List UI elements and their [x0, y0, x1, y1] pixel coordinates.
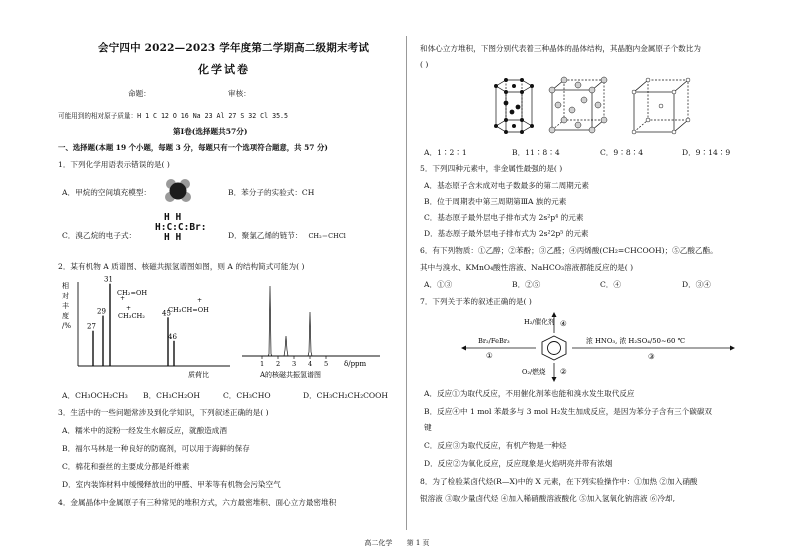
q7-option-a: A．反应①为取代反应，不用催化剂苯也能和溴水发生取代反应 — [424, 389, 635, 398]
scheme-bottom-num: ② — [560, 367, 567, 376]
ms-frag2: CH₃CH₂ — [118, 312, 145, 320]
q6-option-a: A．①③ — [424, 280, 453, 289]
q4-stem-cont: 和体心立方堆积，下图分别代表着三种晶体的晶体结构，其晶胞内金属原子个数比为 — [420, 44, 701, 53]
footer-page-number: 第 1 页 — [406, 539, 430, 547]
q4-stem: 4．金属晶体中金属原子有三种常见的堆积方式，六方最密堆积、面心立方最密堆积 — [58, 498, 337, 507]
bcc-structure-image — [632, 78, 690, 134]
nmr-tick-label-5: 5 — [324, 360, 329, 368]
q2-option-d: D．CH₃CH₂CH₂COOH — [303, 391, 388, 400]
nmr-tick-label-1: 1 — [260, 360, 265, 368]
q4-option-a: A．1∶2∶1 — [424, 148, 467, 157]
q4-option-c: C．9∶8∶4 — [600, 148, 644, 157]
scheme-top-reagent: H₂/催化剂 — [524, 318, 555, 326]
q3-stem: 3．生活中的一些问题常涉及到化学知识，下列叙述正确的是( ) — [58, 408, 269, 417]
ms-ylabel-5: /% — [62, 322, 72, 330]
nmr-spectrum-line — [246, 286, 380, 356]
q7-option-c: C．反应③为取代反应，有机产物是一种烃 — [424, 441, 567, 450]
q2-option-c: C．CH₃CHO — [223, 391, 271, 400]
ms-ylabel-4: 度 — [62, 312, 69, 320]
reviewer-label: 审核： — [228, 89, 251, 98]
q1-stem: 1．下列化学用语表示错误的是( ) — [58, 160, 170, 169]
q3-option-a: A．糯米中的淀粉一经发生水解反应，就酿造成酒 — [62, 426, 227, 435]
scheme-top-num: ④ — [560, 319, 567, 328]
footer-subject: 高二化学 — [364, 539, 393, 547]
q4-paren: ( ) — [420, 60, 429, 69]
scheme-right-num: ③ — [648, 352, 655, 361]
q8-stem: 8．为了检验某卤代烃(R—X)中的 X 元素，在下列实验操作中：①加热 ②加入硝酸 — [420, 477, 698, 486]
nmr-xlabel: δ/ppm — [344, 360, 367, 368]
ms-frag2-charge: + — [126, 305, 132, 312]
q6-stem-2: 其中与溴水、KMnO₄酸性溶液、NaHCO₃溶液都能反应的是( ) — [420, 263, 634, 272]
nmr-tick-label-2: 2 — [276, 360, 281, 368]
q1-option-a: A．甲烷的空间填充模型： — [62, 188, 152, 197]
methane-model-image — [161, 176, 195, 206]
scheme-bottom-reagent: O₂/燃烧 — [522, 368, 546, 376]
ms-frag1-charge: + — [120, 295, 126, 302]
crystal-structures-figure — [492, 76, 712, 138]
q6-option-d: D．③④ — [682, 280, 711, 289]
q5-option-a: A．基态原子含未成对电子数最多的第二周期元素 — [424, 181, 589, 190]
q7-option-b-cont: 键 — [424, 423, 432, 432]
scheme-left-num: ① — [486, 351, 493, 360]
q3-option-b: B．福尔马林是一种良好的防腐剂，可以用于海鲜的保存 — [62, 444, 250, 453]
q2-option-b: B．CH₃CH₂OH — [143, 391, 200, 400]
ms-ylabel-2: 对 — [62, 292, 69, 300]
q7-option-b: B．反应④中 1 mol 苯最多与 3 mol H₂发生加成反应，是因为苯分子含有三个碳碳双 — [424, 407, 713, 416]
electron-formula-row-3: H H — [164, 232, 182, 243]
electron-formula-row-1: H H — [164, 212, 182, 223]
nmr-tick-label-4: 4 — [308, 360, 313, 368]
scheme-right-reagent: 浓 HNO₃, 浓 H₂SO₄/50~60 ℃ — [586, 337, 686, 345]
ms-peak-label-46: 46 — [168, 332, 177, 341]
exam-subtitle: 化学试卷 — [198, 63, 250, 76]
q5-option-d: D．基态原子最外层电子排布式为 2s²2p⁵ 的元素 — [424, 229, 589, 238]
bromoethane-electron-formula — [155, 213, 206, 243]
nmr-caption: A的核磁共振氢谱图 — [260, 371, 322, 379]
q1-option-d — [228, 231, 346, 241]
author-label: 命题： — [128, 89, 151, 98]
q7-option-d: D．反应②为氧化反应，反应现象是火焰明亮并带有浓烟 — [424, 459, 613, 468]
atomic-masses: 可能用到的相对原子质量：H 1 C 12 O 16 Na 23 Al 27 S 32 Cl 35.5 — [58, 112, 288, 120]
ms-frag3: CH₃CH=OH — [168, 306, 209, 314]
exam-title: 会宁四中 2022—2023 学年度第二学期高二级期末考试 — [98, 42, 370, 54]
ms-ylabel-3: 丰 — [62, 302, 69, 310]
q2-stem: 2．某有机物 A 质谱图、核磁共振氢谱图如图，则 A 的结构简式可能为( ) — [58, 262, 305, 271]
fcc-structure-image — [549, 77, 607, 133]
page-footer — [0, 538, 794, 548]
q1-option-b: B．苯分子的实验式：CH — [228, 188, 315, 197]
q4-option-d: D．9∶14∶9 — [682, 148, 731, 157]
q6-option-b: B．②⑤ — [512, 280, 541, 289]
nmr-tick-label-3: 3 — [292, 360, 297, 368]
q3-option-c: C．棉花和蚕丝的主要成分都是纤维素 — [62, 462, 190, 471]
benzene-reaction-scheme — [460, 312, 740, 382]
q5-option-b: B．位于周期表中第三周期第ⅢA 族的元素 — [424, 197, 567, 206]
ms-xlabel: 质荷比 — [188, 371, 209, 379]
q5-stem: 5．下列四种元素中，非金属性最强的是( ) — [420, 164, 563, 173]
ms-ylabel-1: 相 — [62, 282, 69, 290]
benzene-ring-image — [542, 336, 566, 360]
q1-option-d-text: D．聚氯乙烯的链节： — [228, 231, 303, 240]
scheme-left-reagent: Br₂/FeBr₃ — [478, 337, 510, 345]
ms-frag1: CH₂=OH — [117, 289, 148, 297]
ms-peak-label-45: 45 — [162, 309, 171, 318]
ms-peak-label-29: 29 — [97, 307, 106, 316]
q8-stem-2: 银溶液 ③取少量卤代烃 ④加入稀硝酸溶液酸化 ⑤加入氢氧化钠溶液 ⑥冷却, — [420, 494, 676, 503]
section-heading: 第Ⅰ卷(选择题共57分) — [173, 127, 248, 136]
q4-option-b: B．11∶8∶4 — [512, 148, 560, 157]
q6-option-c: C．④ — [600, 280, 621, 289]
ms-peak-label-31: 31 — [104, 276, 113, 284]
electron-formula-row-2: H:C:C:Br: — [155, 222, 207, 233]
nmr-chart — [240, 276, 400, 386]
column-divider — [406, 36, 407, 530]
q3-option-d: D．室内装饰材料中缓慢释放出的甲醛、甲苯等有机物会污染空气 — [62, 480, 281, 489]
mass-spectrum-chart — [58, 276, 238, 386]
q2-option-a: A．CH₃OCH₂CH₃ — [62, 391, 128, 400]
q7-stem: 7．下列关于苯的叙述正确的是( ) — [420, 297, 532, 306]
q5-option-c: C．基态原子最外层电子排布式为 2s²p⁴ 的元素 — [424, 213, 584, 222]
ms-frag3-charge: + — [197, 297, 203, 304]
q6-stem: 6．有下列物质：①乙醇；②苯酚；③乙醛；④丙烯酸(CH₂=CHCOOH)；⑤乙酸乙酯。 — [420, 246, 718, 255]
q1-option-d-formula: CH₂＝CHCl — [308, 232, 346, 240]
ms-peak-label-27: 27 — [87, 322, 96, 331]
section-instructions: 一、选择题(本题 19 个小题，每题 3 分，每题只有一个选项符合题意，共 57 分) — [58, 143, 328, 152]
q1-option-c: C．溴乙烷的电子式： — [62, 231, 137, 240]
